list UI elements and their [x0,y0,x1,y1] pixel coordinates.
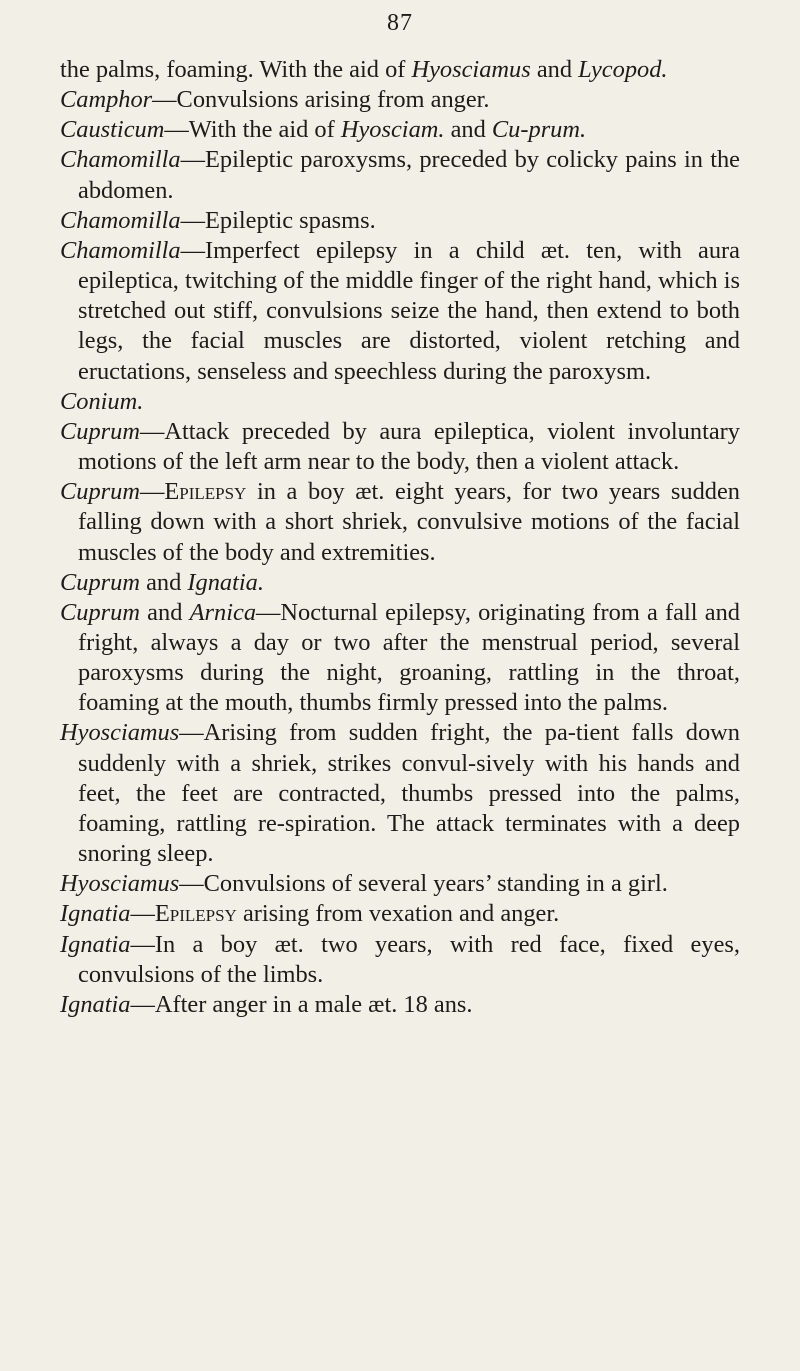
remedy-name: Cuprum [60,598,140,626]
remedy-name: Hyosciamus [60,719,180,747]
text-run: —In a boy æt. two years, with red face, fixed eyes, convulsions of the limbs. [78,930,740,988]
remedy-name: Hyosciamus [60,870,180,898]
paragraph-p8 [60,477,740,567]
remedy-name: Conium. [60,387,144,415]
text-run: —With the aid of [164,116,341,144]
paragraph-p2 [60,115,740,145]
paragraph-p1 [60,85,740,115]
remedy-name: Ignatia [60,990,131,1018]
paragraph-p7 [60,417,740,477]
remedy-name: Cuprum [60,568,140,596]
paragraph-p3 [60,145,740,205]
paragraph-p0 [60,55,740,85]
text-run: —Nocturnal epilepsy, originating from a fall and fright, always a day or two after the menstrual period, several paroxysms during the night, groaning, rattling in the throat, foaming at the mouth, thumbs firmly pressed into the palms. [78,598,740,717]
text-run: in a boy æt. eight years, for two years sudden falling down with a short shriek, convulsive motions of the facial muscles of the body and extremities. [78,478,740,566]
text-run: and [139,598,190,626]
remedy-name: Ignatia. [187,568,264,596]
text-run: —After anger in a male æt. 18 ans. [130,990,473,1018]
text-run: —Convulsions arising from anger. [152,86,490,114]
remedy-name: Ignatia [60,900,131,928]
paragraph-p13 [60,899,740,929]
remedy-name: Cuprum [60,417,140,445]
paragraph-p4 [60,206,740,236]
remedy-name: Camphor [60,86,153,114]
text-run: —Arising from sudden fright, the pa-tient falls down suddenly with a shriek, strikes convul-sively with his hands and feet, the feet are contracted, thumbs pressed into the palms, foaming, rattling re-spiration. The attack terminates with a deep snoring sleep. [78,719,740,868]
remedy-name: Causticum [60,116,165,144]
text-run: — [139,478,165,506]
remedy-name: Cu-prum. [491,116,587,144]
remedy-name: Ignatia [60,930,131,958]
paragraph-p6 [60,387,740,417]
remedy-name: Arnica [189,598,257,626]
paragraph-p15 [60,990,740,1020]
text-run: and [444,116,492,144]
text-run: and [139,568,188,596]
body-text [60,55,740,1020]
remedy-name: Hyosciamus [411,56,531,83]
text-run: —Attack preceded by aura epileptica, violent involuntary motions of the left arm near to the body, then a violent attack. [78,417,740,476]
text-run: the palms, foaming. With the aid of [60,56,412,83]
remedy-name: Chamomilla [60,206,181,234]
small-caps-term: Epilepsy [164,478,247,506]
text-run: —Epileptic spasms. [180,206,376,234]
remedy-name: Chamomilla [60,146,181,174]
paragraph-p12 [60,869,740,899]
remedy-name: Hyosciam. [340,116,445,144]
paragraph-p9 [60,568,740,598]
small-caps-term: Epilepsy [154,900,237,928]
text-run: and [530,56,579,83]
text-run: —Epileptic paroxysms, preceded by colicky pains in the abdomen. [78,146,740,204]
remedy-name: Cuprum [60,478,140,506]
text-run: — [130,900,155,928]
text-run: arising from vexation and anger. [236,900,560,928]
remedy-name: Chamomilla [60,236,181,264]
paragraph-p14 [60,930,740,990]
remedy-name: Lycopod. [578,56,668,83]
paragraph-p5 [60,236,740,387]
paragraph-p11 [60,718,740,869]
text-run: —Imperfect epilepsy in a child æt. ten, with aura epileptica, twitching of the middle finger of the right hand, which is stretched out stiff, convulsions seize the hand, then extend to both legs, the facial muscles are distorted, violent retching and eructations, senseless and speechless during the paroxysm. [78,236,740,385]
paragraph-p10 [60,598,740,719]
text-run: —Convulsions of several years’ standing in a girl. [179,870,668,898]
page-number: 87 [387,10,413,36]
